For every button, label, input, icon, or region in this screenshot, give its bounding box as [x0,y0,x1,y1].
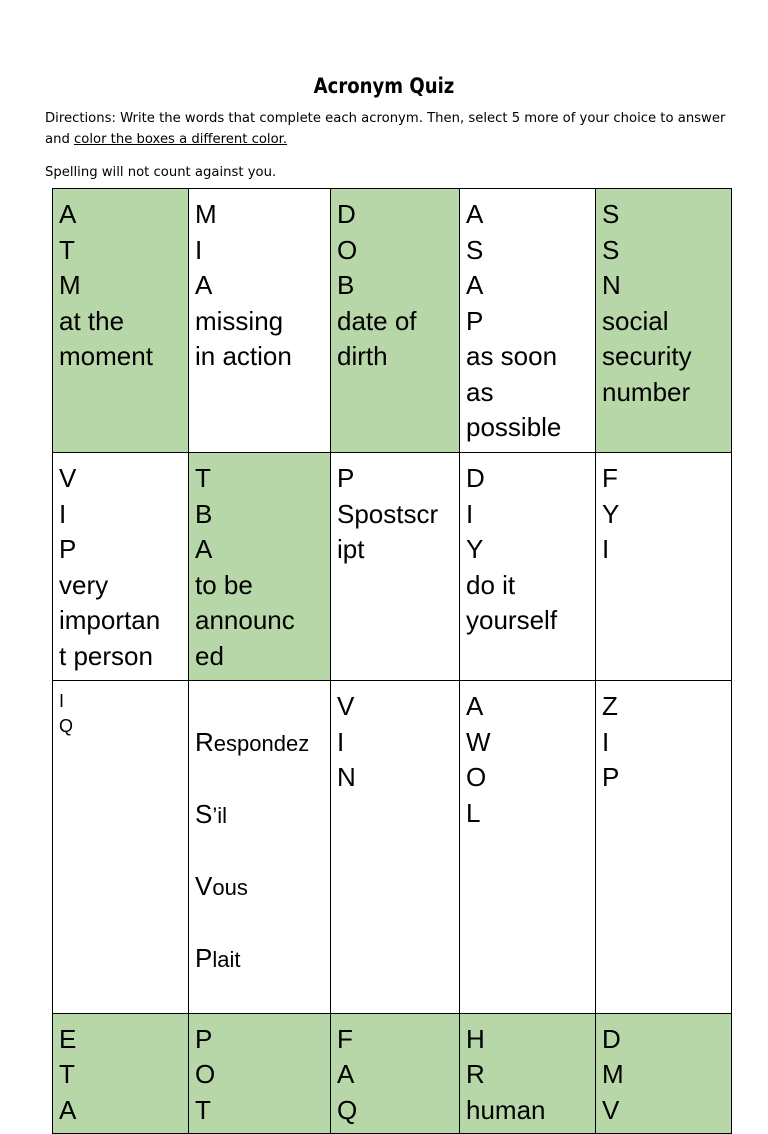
grid-row-2 [53,453,732,681]
cell-text: H R human [466,1023,546,1125]
rsvp-line [195,797,330,834]
cell-text: A W O L [466,691,491,828]
grid-row-4 [53,1013,732,1133]
acronym-cell-atm[interactable] [53,189,189,453]
rsvp-rest: ’il [212,802,228,828]
acronym-cell-dmv[interactable] [596,1013,732,1133]
spelling-note: Spelling will not count against you. [45,165,277,180]
acronym-cell-dob[interactable] [331,189,460,453]
cell-text: D O B date of dirth [337,199,417,371]
acronym-cell-zip[interactable] [596,681,732,1014]
acronym-cell-asap[interactable] [460,189,596,453]
cell-text: F Y I [602,463,620,564]
directions-underlined: color the boxes a different color. [74,132,288,147]
rsvp-initial: P [195,942,213,973]
rsvp-line [195,941,330,978]
acronym-cell-mia[interactable] [189,189,331,453]
grid-row-1 [53,189,732,453]
rsvp-line [195,725,330,762]
cell-text: A S A P as soon as possible [466,199,562,442]
cell-text: V I N [337,691,356,792]
acronym-cell-faq[interactable] [331,1013,460,1133]
directions [45,108,735,150]
cell-text: M I A missing in action [195,199,292,371]
cell-text: D I Y do it yourself [466,463,558,635]
acronym-cell-vin[interactable] [331,681,460,1014]
acronym-cell-vip[interactable] [53,453,189,681]
acronym-grid [52,188,732,1134]
acronym-cell-ps[interactable] [331,453,460,681]
cell-text: S S N social security number [602,199,692,407]
cell-text: Z I P [602,691,620,792]
acronym-cell-fyi[interactable] [596,453,732,681]
acronym-cell-eta[interactable] [53,1013,189,1133]
acronym-cell-hr[interactable] [460,1013,596,1133]
acronym-cell-rsvp[interactable] [189,681,331,1014]
acronym-cell-tba[interactable] [189,453,331,681]
cell-text: P O T [195,1023,216,1125]
cell-text: P Spostscr ipt [337,463,439,564]
directions-text: Directions: Write the words that complete each acronym. Then, select 5 more of your choice to answer and [45,111,726,147]
grid-row-3 [53,681,732,1014]
rsvp-initial: S [195,798,213,829]
rsvp-rest: lait [212,946,241,972]
rsvp-rest: espondez [213,730,310,756]
cell-text: T B A to be announc ed [195,463,295,671]
rsvp-initial: V [195,870,213,901]
cell-text: A T M at the moment [59,199,153,371]
rsvp-text [189,681,330,1013]
page-title: Acronym Quiz [313,74,455,98]
rsvp-initial: R [195,726,214,757]
acronym-cell-ssn[interactable] [596,189,732,453]
rsvp-line [195,869,330,906]
acronym-cell-pot[interactable] [189,1013,331,1133]
rsvp-rest: ous [212,874,248,900]
cell-text: D M V [602,1023,624,1125]
cell-text: V I P very importan t person [59,463,161,671]
acronym-cell-diy[interactable] [460,453,596,681]
cell-text: F A Q [337,1023,358,1125]
cell-text: E T A [59,1023,77,1125]
acronym-cell-awol[interactable] [460,681,596,1014]
acronym-cell-iq[interactable] [53,681,189,1014]
cell-text: I Q [59,691,74,736]
